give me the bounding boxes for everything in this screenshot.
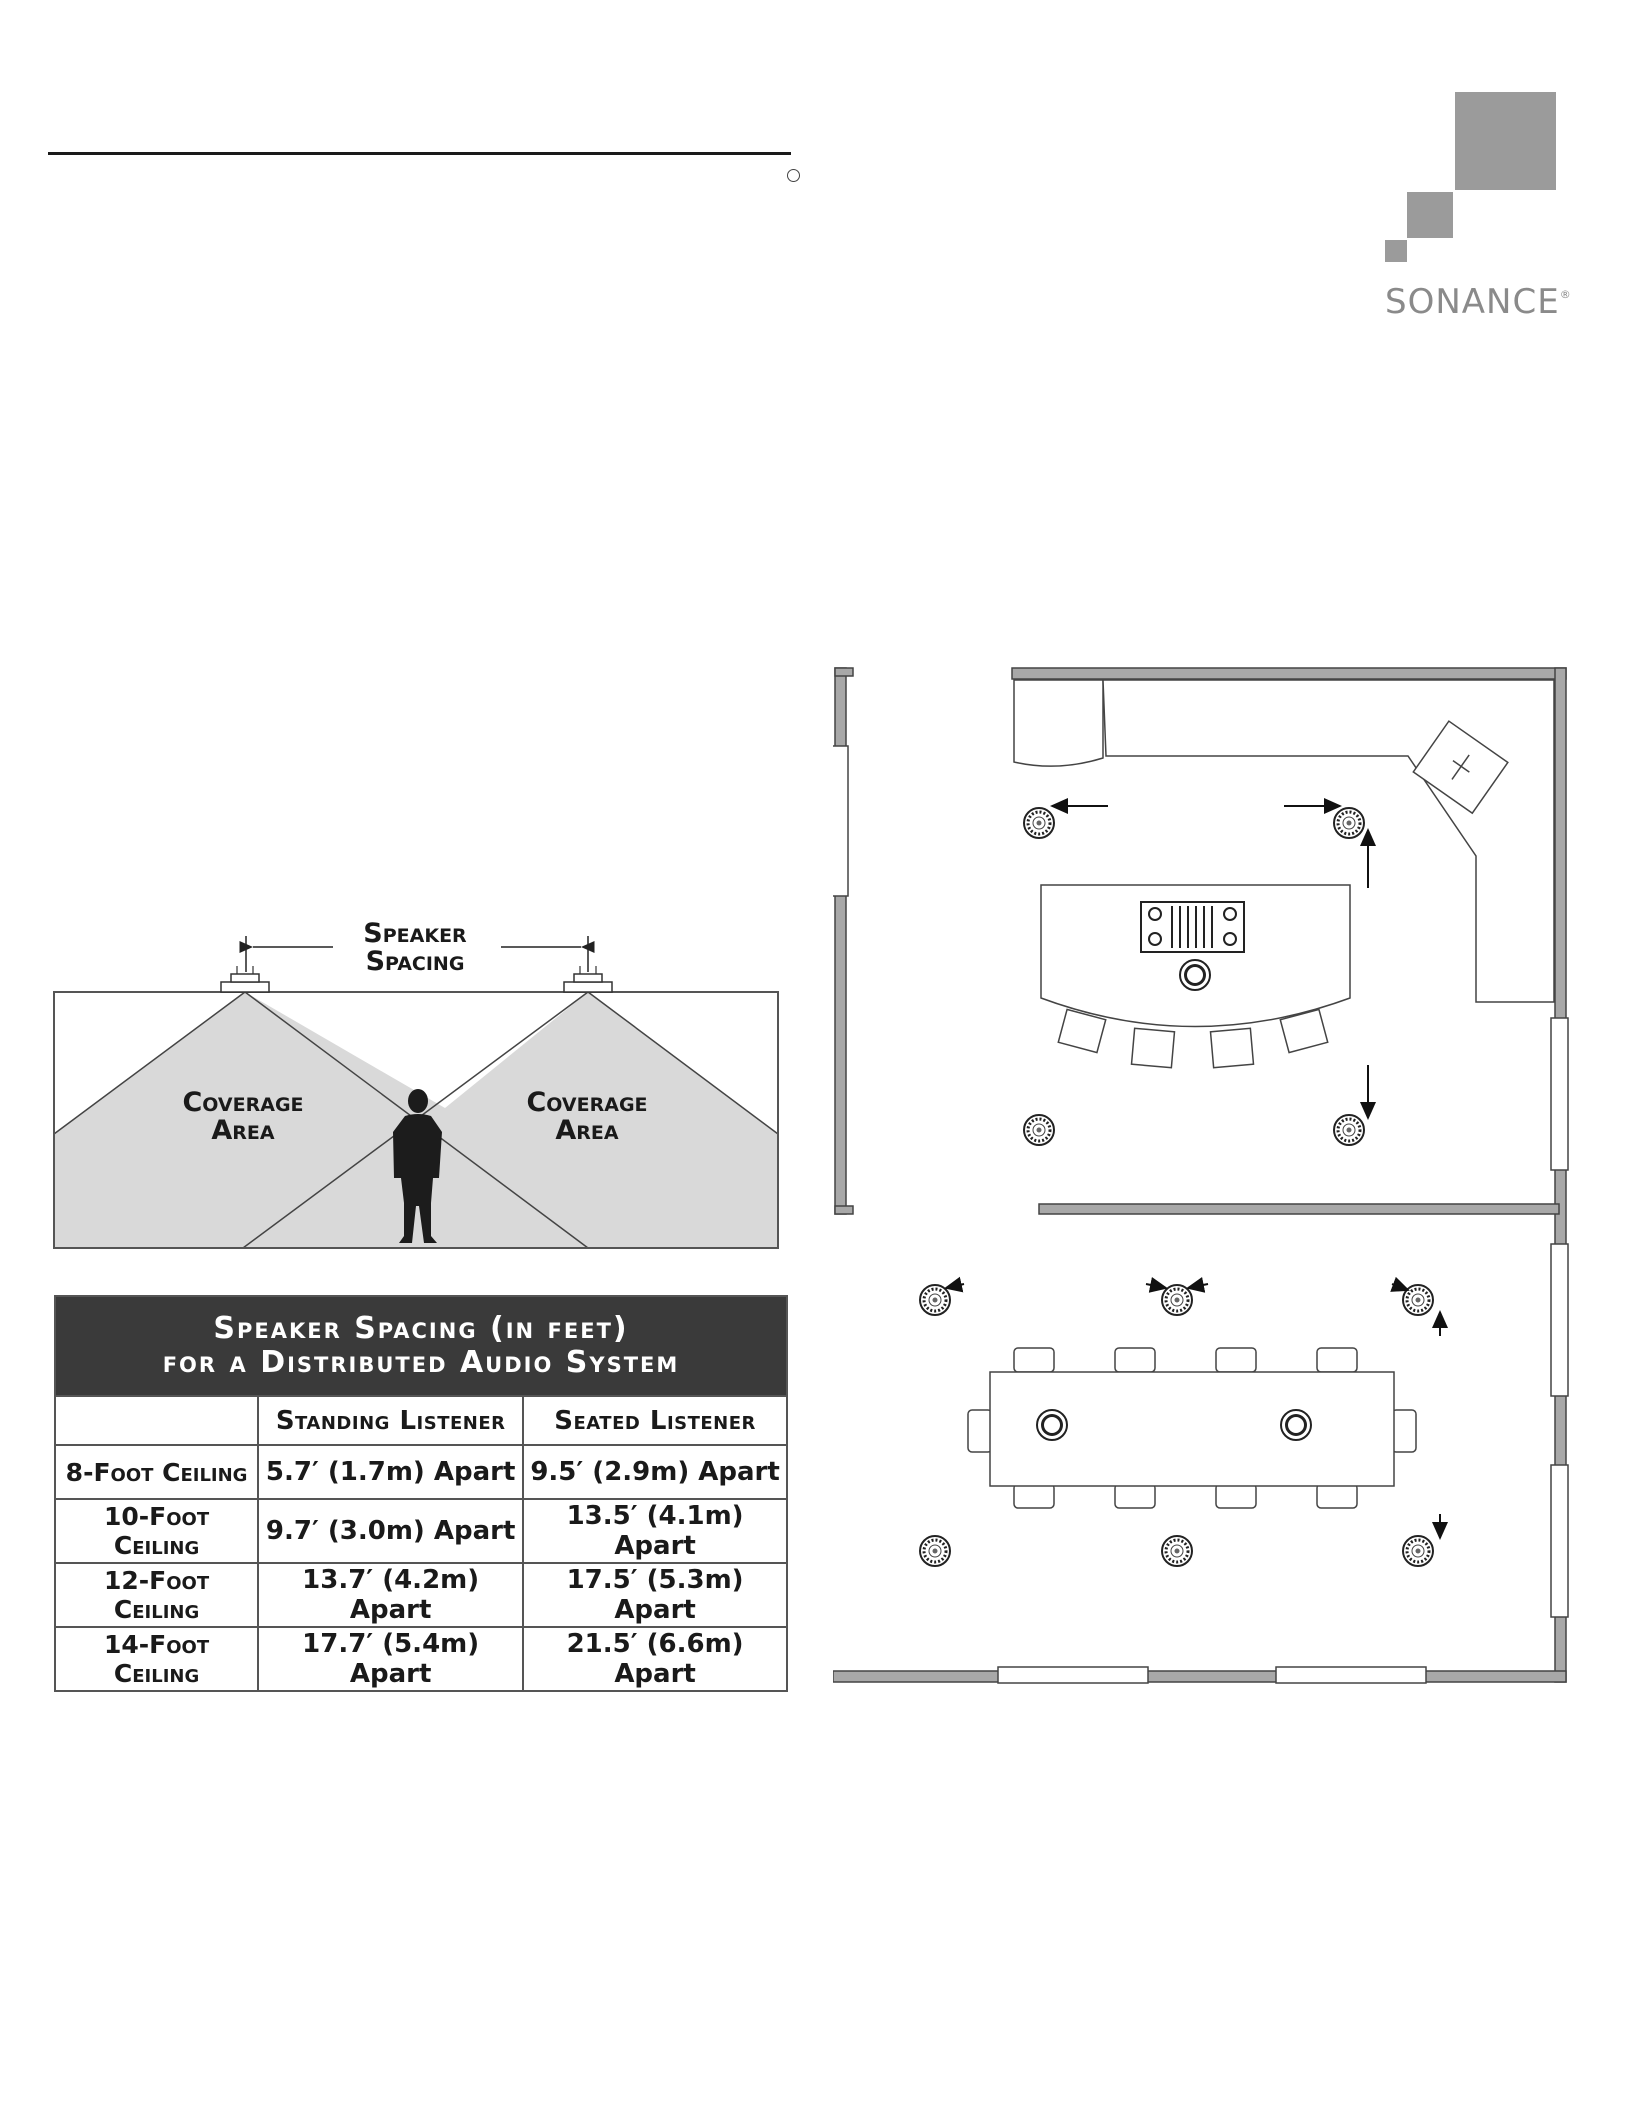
- logo-square-medium: [1407, 192, 1453, 238]
- table-row: [55, 1627, 787, 1691]
- logo-square-large: [1455, 92, 1556, 190]
- table-header-empty: [55, 1396, 258, 1445]
- table-row: [55, 1499, 787, 1563]
- ceiling-cell: 10-Foot Ceiling: [55, 1499, 258, 1563]
- speaker-spacing-label-1: Speaker: [363, 920, 467, 949]
- coverage-left-label-2: Area: [211, 1115, 275, 1146]
- table-title-line-1: Speaker Spacing (in feet): [213, 1311, 629, 1346]
- speaker-spacing-table: [54, 1295, 788, 1692]
- seated-cell: 21.5′ (6.6m) Apart: [523, 1627, 787, 1691]
- table-title: [55, 1296, 787, 1396]
- standing-cell: 9.7′ (3.0m) Apart: [258, 1499, 523, 1563]
- standing-cell: 5.7′ (1.7m) Apart: [258, 1445, 523, 1499]
- table-header-standing: Standing Listener: [258, 1396, 523, 1445]
- speaker-spacing-label-2: Spacing: [365, 946, 465, 977]
- logo-square-small: [1385, 240, 1407, 262]
- logo-wordmark: SONANCE®: [1385, 282, 1572, 322]
- ceiling-cell: 14-Foot Ceiling: [55, 1627, 258, 1691]
- standing-cell: 17.7′ (5.4m) Apart: [258, 1627, 523, 1691]
- table-header-seated: Seated Listener: [523, 1396, 787, 1445]
- ceiling-speaker-left-icon: [221, 966, 269, 992]
- seated-cell: 17.5′ (5.3m) Apart: [523, 1563, 787, 1627]
- coverage-right-label-1: Coverage: [526, 1087, 648, 1118]
- table-row: [55, 1563, 787, 1627]
- floor-plan: [833, 666, 1585, 1692]
- dining-table: [968, 1348, 1416, 1508]
- ceiling-cell: 12-Foot Ceiling: [55, 1563, 258, 1627]
- circle-marker-icon: [787, 169, 800, 182]
- standing-cell: 13.7′ (4.2m) Apart: [258, 1563, 523, 1627]
- seated-cell: 13.5′ (4.1m) Apart: [523, 1499, 787, 1563]
- header-rule: [48, 152, 791, 155]
- coverage-diagram: [53, 920, 793, 1260]
- ceiling-cell: 8-Foot Ceiling: [55, 1445, 258, 1499]
- seated-cell: 9.5′ (2.9m) Apart: [523, 1445, 787, 1499]
- sonance-logo: [1385, 92, 1595, 332]
- coverage-right-label-2: Area: [555, 1115, 619, 1146]
- table-title-line-2: for a Distributed Audio System: [162, 1345, 680, 1380]
- table-row: [55, 1445, 787, 1499]
- coverage-left-label-1: Coverage: [182, 1087, 304, 1118]
